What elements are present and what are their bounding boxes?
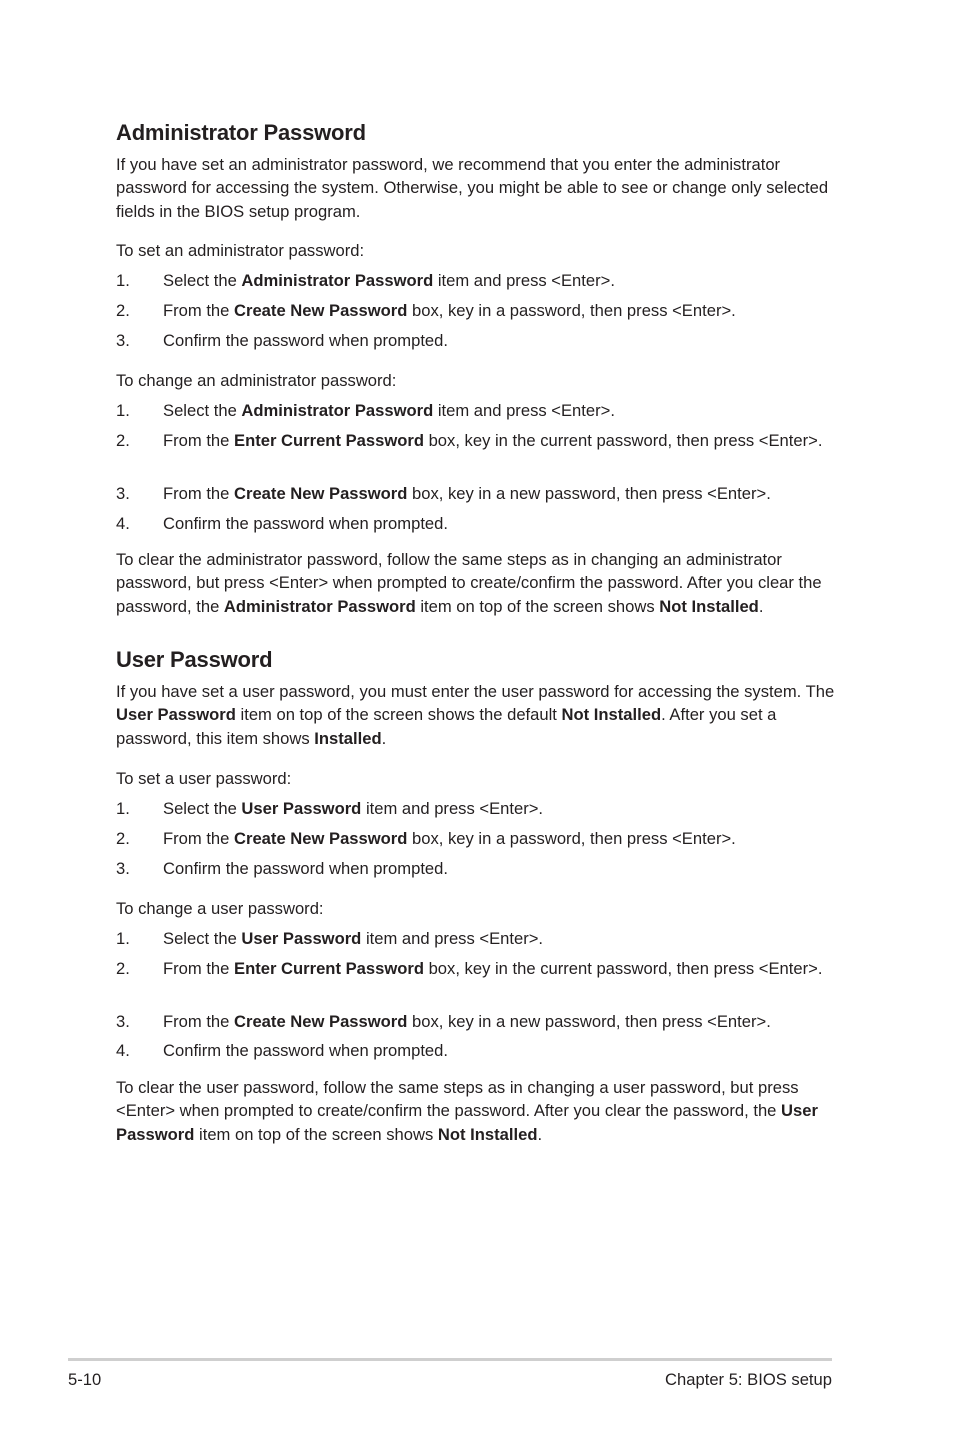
admin-set-heading: To set an administrator password: <box>116 241 365 260</box>
user-intro-paragraph: If you have set a user password, you must enter the user password for accessing the system. The User Password item on top of the screen shows the default Not Installed. After you set a password, this item shows Installed. <box>116 682 835 748</box>
admin-password-heading: Administrator Password <box>116 120 366 145</box>
user-set-heading: To set a user password: <box>116 769 292 788</box>
admin-intro-paragraph: If you have set an administrator password, we recommend that you enter the administrator password for accessing the system. Otherwise, you might be able to see or change only selected fields in the BIOS setup program. <box>116 155 829 221</box>
list-number: 1. <box>116 799 130 818</box>
list-number: 3. <box>116 1012 130 1031</box>
list-text: Select the User Password item and press <Enter>. <box>163 799 544 818</box>
footer-divider <box>68 1358 832 1361</box>
list-text: From the Create New Password box, key in a password, then press <Enter>. <box>163 829 736 848</box>
admin-change-heading: To change an administrator password: <box>116 371 397 390</box>
list-text: Select the User Password item and press <Enter>. <box>163 929 544 948</box>
list-text: From the Create New Password box, key in a password, then press <Enter>. <box>163 301 736 320</box>
list-number: 3. <box>116 859 130 878</box>
page-number: 5-10 <box>68 1370 102 1389</box>
list-number: 2. <box>116 959 130 978</box>
list-number: 2. <box>116 829 130 848</box>
list-text: Confirm the password when prompted. <box>163 514 448 533</box>
list-number: 2. <box>116 301 130 320</box>
list-text: Select the Administrator Password item and press <Enter>. <box>163 271 615 290</box>
list-text: From the Create New Password box, key in a new password, then press <Enter>. <box>163 1012 771 1031</box>
list-text: Confirm the password when prompted. <box>163 859 448 878</box>
chapter-title: Chapter 5: BIOS setup <box>665 1370 832 1389</box>
list-number: 3. <box>116 331 130 350</box>
list-number: 4. <box>116 1041 130 1060</box>
list-text: Select the Administrator Password item and press <Enter>. <box>163 401 615 420</box>
user-password-heading: User Password <box>116 647 273 672</box>
list-text: Confirm the password when prompted. <box>163 1041 448 1060</box>
list-text: From the Enter Current Password box, key in the current password, then press <Enter>. <box>163 959 823 978</box>
list-text: Confirm the password when prompted. <box>163 331 448 350</box>
list-text: From the Enter Current Password box, key in the current password, then press <Enter>. <box>163 431 823 450</box>
user-clear-paragraph: To clear the user password, follow the same steps as in changing a user password, but press <Enter> when prompted to create/confirm the password. After you clear the password, the User Password item on top of the screen shows Not Installed. <box>116 1078 818 1144</box>
list-number: 2. <box>116 431 130 450</box>
list-number: 1. <box>116 929 130 948</box>
list-number: 4. <box>116 514 130 533</box>
admin-clear-paragraph: To clear the administrator password, follow the same steps as in changing an administrator password, but press <Enter> when prompted to create/confirm the password. After you clear the password, the Administrator Password item on top of the screen shows Not Installed. <box>116 550 822 616</box>
list-number: 3. <box>116 484 130 503</box>
list-text: From the Create New Password box, key in a new password, then press <Enter>. <box>163 484 771 503</box>
user-change-heading: To change a user password: <box>116 899 324 918</box>
list-number: 1. <box>116 401 130 420</box>
list-number: 1. <box>116 271 130 290</box>
